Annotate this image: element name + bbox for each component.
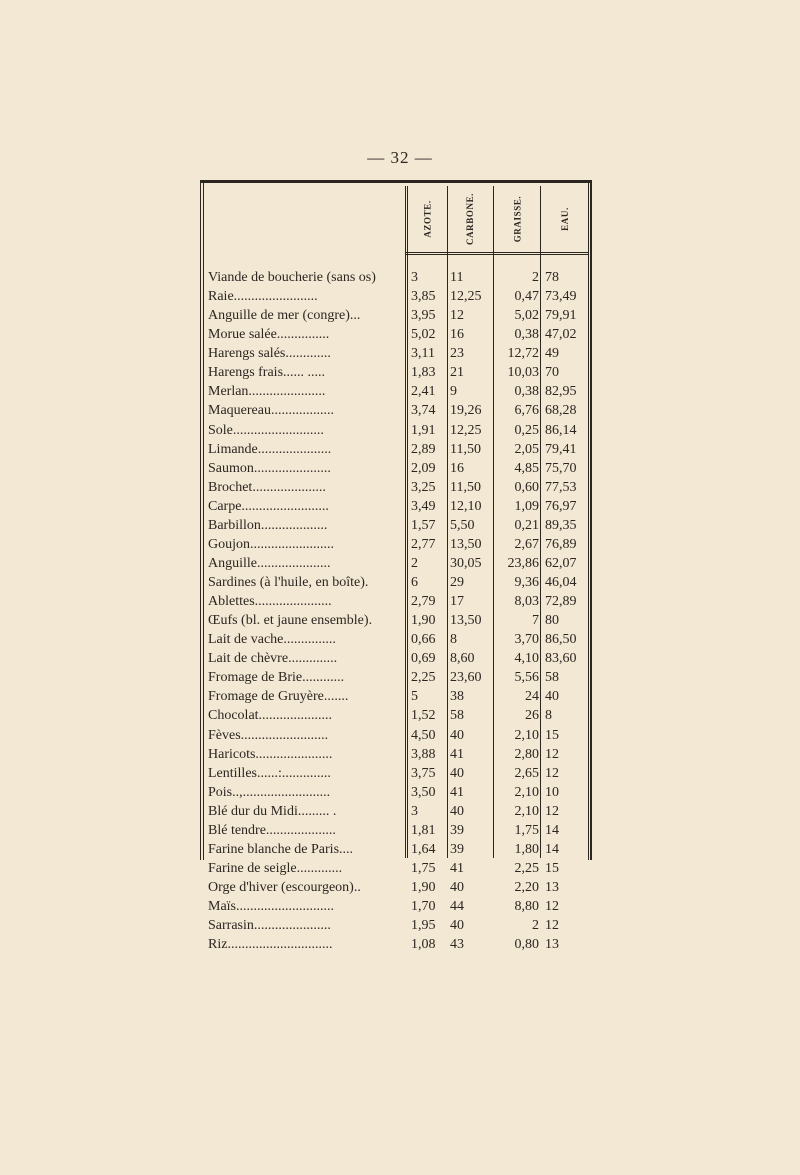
eau-cell: 62,07 xyxy=(545,555,577,571)
table-row xyxy=(200,630,592,649)
azote-cell: 5 xyxy=(411,689,418,705)
table-row xyxy=(200,802,592,821)
azote-cell: 0,69 xyxy=(411,651,436,667)
header-graisse: GRAISSE. xyxy=(512,195,523,243)
table-row xyxy=(200,916,592,935)
food-name-cell: Merlan...................... xyxy=(208,384,326,400)
azote-cell: 1,83 xyxy=(411,365,436,381)
azote-cell: 3,11 xyxy=(411,346,435,362)
graisse-cell: 2,10 xyxy=(514,803,539,819)
azote-cell: 3,25 xyxy=(411,479,436,495)
azote-cell: 3,50 xyxy=(411,784,436,800)
eau-cell: 76,97 xyxy=(545,498,577,514)
azote-cell: 1,90 xyxy=(411,613,436,629)
eau-cell: 77,53 xyxy=(545,479,577,495)
eau-cell: 12 xyxy=(545,803,559,819)
graisse-cell: 5,56 xyxy=(514,670,539,686)
food-name-cell: Lait de chèvre.............. xyxy=(208,651,338,667)
table-row xyxy=(200,592,592,611)
graisse-cell: 2 xyxy=(532,270,539,285)
carbone-cell: 8,60 xyxy=(450,651,475,667)
header-azote: AZOTE. xyxy=(422,200,433,238)
food-name-cell: Harengs frais...... ..... xyxy=(208,365,326,381)
graisse-cell: 2,10 xyxy=(514,727,539,743)
graisse-cell: 4,85 xyxy=(514,460,539,476)
eau-cell: 15 xyxy=(545,727,559,743)
table-row xyxy=(200,363,592,382)
table-row xyxy=(200,783,592,802)
graisse-cell: 2,67 xyxy=(514,536,539,552)
carbone-cell: 21 xyxy=(450,365,464,381)
table-row xyxy=(200,268,592,287)
graisse-cell: 23,86 xyxy=(507,555,539,571)
carbone-cell: 12 xyxy=(450,308,464,324)
food-name-cell: Sarrasin...................... xyxy=(208,918,331,934)
eau-cell: 72,89 xyxy=(545,594,577,610)
azote-cell: 1,90 xyxy=(411,880,436,895)
eau-cell: 82,95 xyxy=(545,384,577,400)
header-carbone: CARBONE. xyxy=(465,192,476,246)
azote-cell: 2,77 xyxy=(411,536,436,552)
table-row xyxy=(200,535,592,554)
eau-cell: 76,89 xyxy=(545,536,577,552)
graisse-cell: 0,21 xyxy=(514,517,539,533)
azote-cell: 5,02 xyxy=(411,327,436,343)
table-row xyxy=(200,840,592,859)
table-row xyxy=(200,382,592,401)
azote-cell: 1,81 xyxy=(411,822,436,838)
carbone-cell: 23,60 xyxy=(450,670,482,686)
azote-cell: 6 xyxy=(411,575,418,590)
food-name-cell: Morue salée............... xyxy=(208,327,330,343)
eau-cell: 40 xyxy=(545,689,559,705)
graisse-cell: 0,38 xyxy=(514,384,539,400)
food-name-cell: Harengs salés............. xyxy=(208,346,331,362)
header-eau: EAU. xyxy=(559,207,570,231)
table-row xyxy=(200,401,592,420)
table-row xyxy=(200,516,592,535)
food-name-cell: Maïs............................ xyxy=(208,899,334,915)
eau-cell: 12 xyxy=(545,746,559,762)
composition-table xyxy=(200,180,592,953)
carbone-cell: 40 xyxy=(450,803,464,819)
carbone-cell: 44 xyxy=(450,899,464,915)
eau-cell: 47,02 xyxy=(545,327,577,343)
carbone-cell: 40 xyxy=(450,727,464,743)
food-name-cell: Farine blanche de Paris.... xyxy=(208,841,354,857)
carbone-cell: 12,10 xyxy=(450,498,482,514)
table-row xyxy=(200,764,592,783)
eau-cell: 68,28 xyxy=(545,403,577,419)
food-name-cell: Œufs (bl. et jaune ensemble). xyxy=(208,613,373,629)
carbone-cell: 30,05 xyxy=(450,555,482,571)
carbone-cell: 12,25 xyxy=(450,422,482,438)
azote-cell: 0,66 xyxy=(411,632,436,648)
table-row xyxy=(200,478,592,497)
azote-cell: 2,79 xyxy=(411,594,436,610)
food-name-cell: Goujon........................ xyxy=(208,536,334,552)
food-name-cell: Limande..................... xyxy=(208,441,332,457)
graisse-cell: 1,09 xyxy=(514,498,539,514)
food-name-cell: Lentilles......:.............. xyxy=(208,765,331,781)
azote-cell: 2,41 xyxy=(411,384,436,400)
graisse-cell: 10,03 xyxy=(507,365,539,381)
graisse-cell: 2 xyxy=(532,918,539,934)
azote-cell: 2 xyxy=(411,555,418,571)
graisse-cell: 7 xyxy=(532,613,539,629)
azote-cell: 3,49 xyxy=(411,498,436,514)
carbone-cell: 11 xyxy=(450,270,464,285)
eau-cell: 58 xyxy=(545,670,559,686)
carbone-cell: 11,50 xyxy=(450,441,481,457)
food-name-cell: Barbillon................... xyxy=(208,517,328,533)
eau-cell: 13 xyxy=(545,937,559,953)
food-name-cell: Sardines (à l'huile, en boîte). xyxy=(208,575,369,590)
table-row xyxy=(200,706,592,725)
azote-cell: 3,74 xyxy=(411,403,436,419)
graisse-cell: 4,10 xyxy=(514,651,539,667)
table-row xyxy=(200,459,592,478)
food-name-cell: Fromage de Gruyère....... xyxy=(208,689,349,705)
table-body xyxy=(200,268,592,954)
carbone-cell: 8 xyxy=(450,632,457,648)
table-row xyxy=(200,649,592,668)
table-row xyxy=(200,745,592,764)
carbone-cell: 38 xyxy=(450,689,464,705)
graisse-cell: 5,02 xyxy=(514,308,539,324)
food-name-cell: Lait de vache............... xyxy=(208,632,336,648)
eau-cell: 83,60 xyxy=(545,651,577,667)
graisse-cell: 1,80 xyxy=(514,841,539,857)
food-name-cell: Anguille..................... xyxy=(208,555,331,571)
eau-cell: 46,04 xyxy=(545,575,577,590)
table-row xyxy=(200,878,592,897)
azote-cell: 1,08 xyxy=(411,937,436,953)
food-name-cell: Riz.............................. xyxy=(208,937,333,953)
eau-cell: 8 xyxy=(545,708,552,724)
eau-cell: 86,50 xyxy=(545,632,577,648)
azote-cell: 2,09 xyxy=(411,460,436,476)
table-row xyxy=(200,668,592,687)
eau-cell: 80 xyxy=(545,613,559,629)
graisse-cell: 2,05 xyxy=(514,441,539,457)
azote-cell: 1,57 xyxy=(411,517,436,533)
food-name-cell: Brochet..................... xyxy=(208,479,326,495)
carbone-cell: 16 xyxy=(450,327,464,343)
eau-cell: 75,70 xyxy=(545,460,577,476)
table-row xyxy=(200,421,592,440)
eau-cell: 15 xyxy=(545,860,559,876)
eau-cell: 78 xyxy=(545,270,559,285)
graisse-cell: 8,80 xyxy=(514,899,539,915)
azote-cell: 4,50 xyxy=(411,727,436,743)
table-row xyxy=(200,859,592,878)
food-name-cell: Farine de seigle............. xyxy=(208,860,343,876)
food-name-cell: Viande de boucherie (sans os) xyxy=(208,270,376,285)
azote-cell: 3 xyxy=(411,803,418,819)
carbone-cell: 40 xyxy=(450,880,464,895)
carbone-cell: 40 xyxy=(450,918,464,934)
table-top-rule xyxy=(200,180,592,183)
carbone-cell: 43 xyxy=(450,937,464,953)
table-row xyxy=(200,821,592,840)
eau-cell: 10 xyxy=(545,784,559,800)
graisse-cell: 2,80 xyxy=(514,746,539,762)
carbone-cell: 17 xyxy=(450,594,464,610)
table-row xyxy=(200,440,592,459)
food-name-cell: Sole.......................... xyxy=(208,422,324,438)
graisse-cell: 0,38 xyxy=(514,327,539,343)
food-name-cell: Maquereau.................. xyxy=(208,403,334,419)
page-number: — 32 — xyxy=(367,148,433,167)
eau-cell: 14 xyxy=(545,822,559,838)
graisse-cell: 2,20 xyxy=(514,880,539,895)
carbone-cell: 13,50 xyxy=(450,536,482,552)
azote-cell: 3,75 xyxy=(411,765,436,781)
azote-cell: 2,89 xyxy=(411,441,436,457)
azote-cell: 1,64 xyxy=(411,841,436,857)
food-name-cell: Carpe......................... xyxy=(208,498,329,514)
graisse-cell: 2,10 xyxy=(514,784,539,800)
graisse-cell: 26 xyxy=(525,708,539,724)
carbone-cell: 19,26 xyxy=(450,403,482,419)
carbone-cell: 39 xyxy=(450,822,464,838)
table-row xyxy=(200,935,592,954)
table-row xyxy=(200,726,592,745)
table-row xyxy=(200,306,592,325)
eau-cell: 79,91 xyxy=(545,308,577,324)
food-name-cell: Orge d'hiver (escourgeon).. xyxy=(208,880,361,895)
graisse-cell: 2,25 xyxy=(514,860,539,876)
azote-cell: 3 xyxy=(411,270,418,285)
food-name-cell: Fromage de Brie............ xyxy=(208,670,345,686)
food-name-cell: Blé tendre.................... xyxy=(208,822,336,838)
table-row xyxy=(200,287,592,306)
carbone-cell: 16 xyxy=(450,460,464,476)
eau-cell: 89,35 xyxy=(545,517,577,533)
table-row xyxy=(200,554,592,573)
azote-cell: 2,25 xyxy=(411,670,436,686)
carbone-cell: 41 xyxy=(450,784,464,800)
graisse-cell: 8,03 xyxy=(514,594,539,610)
azote-cell: 1,70 xyxy=(411,899,436,915)
graisse-cell: 0,60 xyxy=(514,479,539,495)
header-rule xyxy=(406,252,588,255)
food-name-cell: Haricots...................... xyxy=(208,746,333,762)
azote-cell: 1,91 xyxy=(411,422,436,438)
carbone-cell: 9 xyxy=(450,384,457,400)
food-name-cell: Chocolat..................... xyxy=(208,708,333,724)
eau-cell: 12 xyxy=(545,918,559,934)
table-row xyxy=(200,325,592,344)
eau-cell: 79,41 xyxy=(545,441,577,457)
azote-cell: 3,85 xyxy=(411,289,436,305)
graisse-cell: 12,72 xyxy=(507,346,539,362)
carbone-cell: 58 xyxy=(450,708,464,724)
carbone-cell: 29 xyxy=(450,575,464,590)
graisse-cell: 3,70 xyxy=(514,632,539,648)
graisse-cell: 2,65 xyxy=(514,765,539,781)
graisse-cell: 0,47 xyxy=(514,289,539,305)
carbone-cell: 11,50 xyxy=(450,479,481,495)
graisse-cell: 24 xyxy=(525,689,539,705)
eau-cell: 49 xyxy=(545,346,559,362)
eau-cell: 70 xyxy=(545,365,559,381)
eau-cell: 14 xyxy=(545,841,559,857)
table-row xyxy=(200,897,592,916)
eau-cell: 73,49 xyxy=(545,289,577,305)
graisse-cell: 0,25 xyxy=(514,422,539,438)
food-name-cell: Blé dur du Midi......... . xyxy=(208,803,337,819)
eau-cell: 12 xyxy=(545,899,559,915)
food-name-cell: Fèves......................... xyxy=(208,727,329,743)
azote-cell: 1,52 xyxy=(411,708,436,724)
food-name-cell: Anguille de mer (congre)... xyxy=(208,308,361,324)
azote-cell: 1,95 xyxy=(411,918,436,934)
table-row xyxy=(200,611,592,630)
carbone-cell: 12,25 xyxy=(450,289,482,305)
carbone-cell: 5,50 xyxy=(450,517,475,533)
food-name-cell: Saumon...................... xyxy=(208,460,331,476)
carbone-cell: 40 xyxy=(450,765,464,781)
carbone-cell: 13,50 xyxy=(450,613,482,629)
table-row xyxy=(200,687,592,706)
eau-cell: 13 xyxy=(545,880,559,895)
table-row xyxy=(200,344,592,363)
food-name-cell: Pois..,......................... xyxy=(208,784,331,800)
graisse-cell: 6,76 xyxy=(514,403,539,419)
carbone-cell: 41 xyxy=(450,746,464,762)
graisse-cell: 1,75 xyxy=(514,822,539,838)
table-row xyxy=(200,497,592,516)
graisse-cell: 0,80 xyxy=(514,937,539,953)
food-name-cell: Raie........................ xyxy=(208,289,318,305)
table-row xyxy=(200,573,592,592)
eau-cell: 12 xyxy=(545,765,559,781)
eau-cell: 86,14 xyxy=(545,422,577,438)
food-name-cell: Ablettes...................... xyxy=(208,594,332,610)
graisse-cell: 9,36 xyxy=(514,575,539,590)
azote-cell: 1,75 xyxy=(411,860,436,876)
azote-cell: 3,95 xyxy=(411,308,436,324)
carbone-cell: 41 xyxy=(450,860,464,876)
carbone-cell: 39 xyxy=(450,841,464,857)
azote-cell: 3,88 xyxy=(411,746,436,762)
carbone-cell: 23 xyxy=(450,346,464,362)
